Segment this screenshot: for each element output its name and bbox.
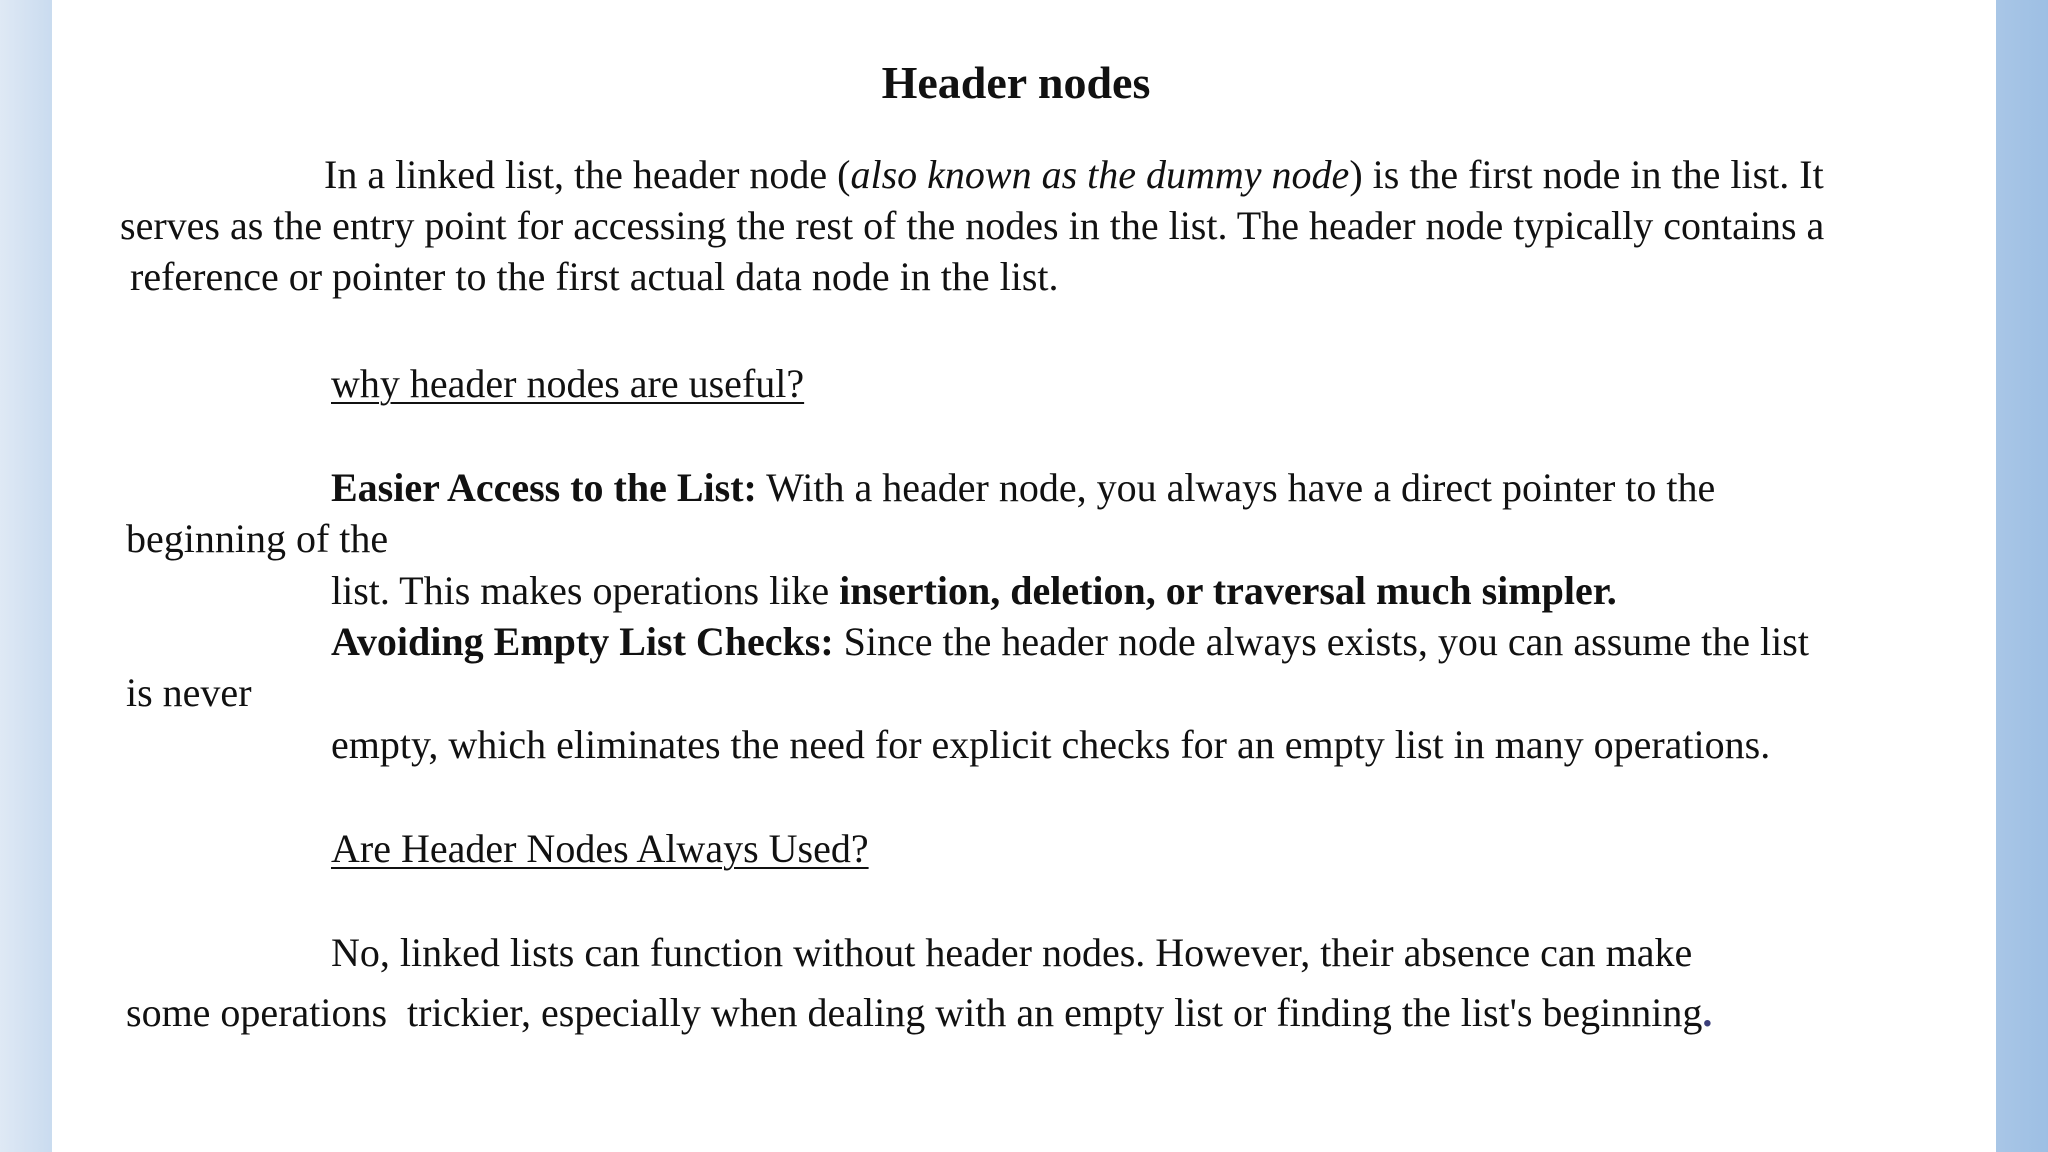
avoiding-checks-line-1	[331, 618, 1809, 666]
intro-line-3: reference or pointer to the first actual data node in the list.	[130, 254, 1059, 299]
heading-why-useful: why header nodes are useful?	[331, 361, 805, 406]
easier-access-line-2: beginning of the	[126, 516, 389, 561]
page-title: Header nodes	[881, 57, 1151, 108]
conclusion-text: some operations trickier, especially when dealing with an empty list or finding the list's beginning	[126, 990, 1703, 1035]
easier-access-bold-ops: insertion, deletion, or traversal much simpler.	[839, 568, 1617, 613]
easier-access-text-2: list. This makes operations like	[331, 568, 840, 613]
intro-line-2: serves as the entry point for accessing the rest of the nodes in the list. The header node typically contains a	[120, 203, 1825, 248]
avoiding-checks-label: Avoiding Empty List Checks:	[331, 619, 834, 664]
heading-always-used: Are Header Nodes Always Used?	[331, 826, 869, 871]
intro-italic-phrase: also known as the dummy node	[850, 152, 1350, 197]
conclusion-line-2	[126, 989, 1712, 1037]
easier-access-label: Easier Access to the List:	[331, 465, 757, 510]
document-page	[52, 0, 1996, 1152]
conclusion-end-mark: .	[1702, 990, 1713, 1035]
easier-access-text: With a header node, you always have a direct pointer to the	[756, 465, 1716, 510]
easier-access-line-3	[331, 567, 1617, 615]
intro-line-1	[324, 151, 1824, 199]
avoiding-checks-text: Since the header node always exists, you can assume the list	[833, 619, 1809, 664]
intro-line-1-start: In a linked list, the header node (	[324, 152, 851, 197]
easier-access-line-1	[331, 464, 1715, 512]
intro-line-1-end: ) is the first node in the list. It	[1349, 152, 1824, 197]
conclusion-line-1: No, linked lists can function without header nodes. However, their absence can make	[331, 930, 1693, 975]
avoiding-checks-line-3: empty, which eliminates the need for explicit checks for an empty list in many operations.	[331, 722, 1771, 767]
avoiding-checks-line-2: is never	[126, 670, 252, 715]
